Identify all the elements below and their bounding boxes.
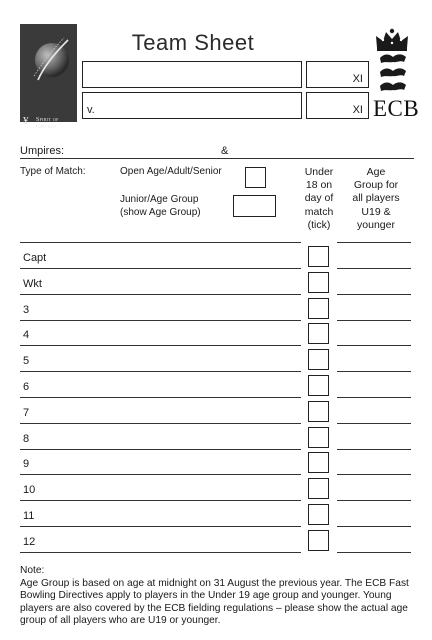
player-row-label: Capt xyxy=(23,252,47,264)
under18-checkbox[interactable] xyxy=(308,349,329,370)
note-body: Age Group is based on age at midnight on 31 August the previous year. The ECB Fast Bowling Directives apply to players in the Under 19 age group and younger. Young players are also covered by the ECB fielding regulations – please show the actual age group of all players who are U19 or younger. xyxy=(20,577,409,627)
player-row-label: 12 xyxy=(23,535,36,548)
player-name-line[interactable] xyxy=(20,345,301,346)
under18-checkbox[interactable] xyxy=(308,478,329,499)
open-age-label: Open Age/Adult/Senior xyxy=(120,166,222,177)
home-team-xi-box[interactable] xyxy=(306,61,369,88)
under18-checkbox[interactable] xyxy=(308,298,329,319)
cricket-ball-icon xyxy=(30,36,70,88)
age-group-line[interactable] xyxy=(337,268,411,269)
player-name-line[interactable] xyxy=(20,320,301,321)
open-age-checkbox[interactable] xyxy=(245,167,266,188)
away-team-field[interactable] xyxy=(82,92,302,119)
player-row-label: 5 xyxy=(23,355,30,368)
player-name-line[interactable] xyxy=(20,526,301,527)
player-row-label: 11 xyxy=(23,510,35,522)
crown-icon xyxy=(374,28,410,52)
logo-mark: ¥ xyxy=(23,115,29,127)
player-row-label: 8 xyxy=(23,432,30,445)
player-name-line[interactable] xyxy=(20,552,301,553)
player-row-label: 4 xyxy=(23,329,30,342)
under18-checkbox[interactable] xyxy=(308,272,329,293)
away-team-xi-box[interactable] xyxy=(306,92,369,119)
three-lions-icon xyxy=(378,52,408,94)
junior-label: Junior/Age Group xyxy=(120,194,199,205)
player-name-line[interactable] xyxy=(20,268,301,269)
under18-checkbox[interactable] xyxy=(308,427,329,448)
rows-top-line xyxy=(20,242,301,243)
xi-label-2: XI xyxy=(352,104,363,116)
junior-age-group-box[interactable] xyxy=(233,195,276,217)
under18-checkbox[interactable] xyxy=(308,530,329,551)
player-name-line[interactable] xyxy=(20,423,301,424)
age-top-line xyxy=(337,242,411,243)
player-name-line[interactable] xyxy=(20,449,301,450)
under18-checkbox[interactable] xyxy=(308,504,329,525)
ecb-wordmark: ECB xyxy=(373,96,420,121)
note-heading: Note: xyxy=(20,565,45,576)
player-row-label: 6 xyxy=(23,381,30,393)
age-group-line[interactable] xyxy=(337,552,411,553)
player-name-line[interactable] xyxy=(20,294,301,295)
age-group-line[interactable] xyxy=(337,449,411,450)
spirit-of-cricket-logo xyxy=(20,24,77,130)
age-group-line[interactable] xyxy=(337,526,411,527)
player-name-line[interactable] xyxy=(20,371,301,372)
versus-label: v. xyxy=(87,104,95,116)
player-row-label: 3 xyxy=(23,303,30,316)
age-group-line[interactable] xyxy=(337,500,411,501)
umpires-label: Umpires: xyxy=(20,145,65,157)
age-group-line[interactable] xyxy=(337,345,411,346)
player-row-label: Wkt xyxy=(23,277,42,290)
under18-column-header: Under 18 on day of match (tick) xyxy=(304,166,334,231)
player-row-label: 9 xyxy=(23,458,30,471)
home-team-field[interactable] xyxy=(82,61,302,88)
logo-line-1: Spirit of xyxy=(36,117,59,123)
note-section xyxy=(20,565,415,628)
player-name-line[interactable] xyxy=(20,397,301,398)
age-group-line[interactable] xyxy=(337,320,411,321)
age-group-line[interactable] xyxy=(337,371,411,372)
player-name-line[interactable] xyxy=(20,500,301,501)
umpires-separator: & xyxy=(221,145,229,157)
under18-checkbox[interactable] xyxy=(308,246,329,267)
age-group-line[interactable] xyxy=(337,294,411,295)
under18-checkbox[interactable] xyxy=(308,375,329,396)
age-group-column-header: Age Group for all players U19 & younger xyxy=(352,166,400,231)
junior-sub-label: (show Age Group) xyxy=(120,207,201,218)
age-group-line[interactable] xyxy=(337,397,411,398)
age-group-line[interactable] xyxy=(337,474,411,475)
player-name-line[interactable] xyxy=(20,474,301,475)
page-title: Team Sheet xyxy=(131,30,255,55)
under18-checkbox[interactable] xyxy=(308,323,329,344)
umpires-line[interactable] xyxy=(20,158,414,159)
player-row-label: 7 xyxy=(23,406,30,419)
under18-checkbox[interactable] xyxy=(308,401,329,422)
under18-checkbox[interactable] xyxy=(308,452,329,473)
player-row-label: 10 xyxy=(23,484,36,497)
logo-line-2: Cricket xyxy=(36,124,57,130)
type-of-match-label: Type of Match: xyxy=(20,166,86,177)
xi-label-1: XI xyxy=(352,73,363,85)
age-group-line[interactable] xyxy=(337,423,411,424)
